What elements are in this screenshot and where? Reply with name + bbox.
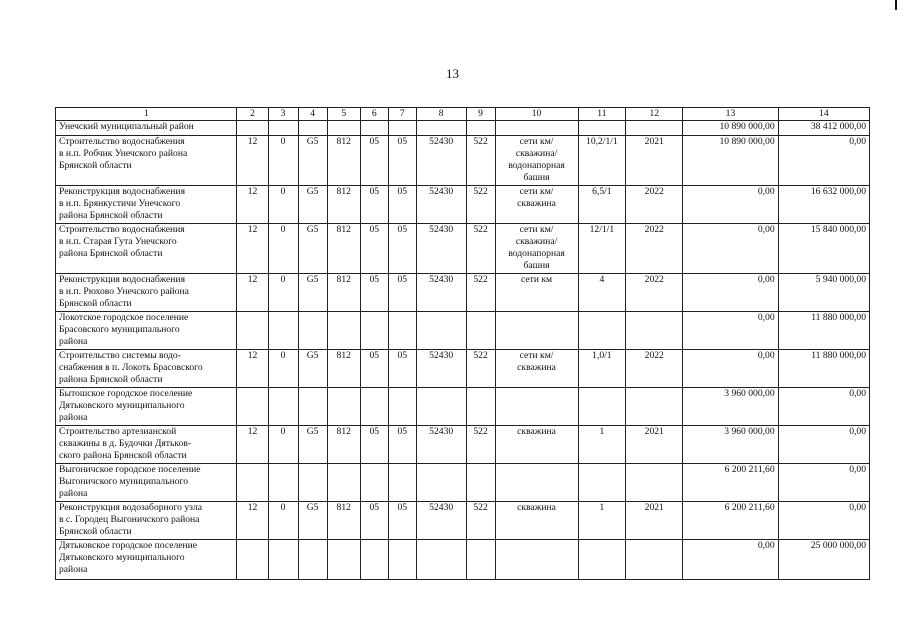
table-cell: 52430 <box>416 274 466 312</box>
table-cell: 6,5/1 <box>578 186 626 224</box>
amount-cell: 0,00 <box>778 502 869 540</box>
table-cell: 12 <box>237 274 268 312</box>
table-cell <box>495 464 578 502</box>
table-cell: 2021 <box>626 502 683 540</box>
table-cell: 0 <box>268 224 298 274</box>
table-cell: 522 <box>466 350 495 388</box>
table-cell: скважина <box>495 426 578 464</box>
amount-cell: 0,00 <box>683 350 778 388</box>
group-row <box>56 540 870 580</box>
table-cell: 2022 <box>626 274 683 312</box>
table-cell: 812 <box>327 274 360 312</box>
table-cell: скважина <box>495 502 578 540</box>
table-cell: 05 <box>360 350 388 388</box>
table-cell: 05 <box>388 274 416 312</box>
table-cell: 52430 <box>416 502 466 540</box>
table-cell <box>495 540 578 580</box>
table-cell <box>237 312 268 350</box>
table-cell <box>578 121 626 136</box>
table-cell: сети км/ скважина/ водонапорная башня <box>495 224 578 274</box>
row-name: Строительство артезианской скважины в д. Будочки Дятьков- ского района Брянской области <box>56 426 237 464</box>
program-table <box>55 107 870 580</box>
amount-cell: 0,00 <box>778 426 869 464</box>
table-cell <box>360 388 388 426</box>
scan-edge-mark <box>895 0 897 10</box>
amount-cell: 6 200 211,60 <box>683 464 778 502</box>
row-name: Бытошское городское поселение Дятьковского муниципального района <box>56 388 237 426</box>
table-cell: 05 <box>360 426 388 464</box>
table-cell <box>360 312 388 350</box>
table-cell: 2021 <box>626 426 683 464</box>
table-cell <box>466 388 495 426</box>
table-cell: 05 <box>388 136 416 186</box>
group-row <box>56 121 870 136</box>
column-number: 5 <box>327 108 360 121</box>
column-number: 3 <box>268 108 298 121</box>
table-cell: 0 <box>268 426 298 464</box>
amount-cell: 0,00 <box>778 136 869 186</box>
table-cell <box>327 540 360 580</box>
table-cell <box>388 312 416 350</box>
table-cell: 522 <box>466 502 495 540</box>
table-cell <box>388 121 416 136</box>
table-cell: G5 <box>298 350 327 388</box>
amount-cell: 0,00 <box>683 186 778 224</box>
table-cell: 05 <box>388 426 416 464</box>
table-row <box>56 224 870 274</box>
table-cell: 2022 <box>626 186 683 224</box>
table-cell <box>327 464 360 502</box>
table-cell: 0 <box>268 186 298 224</box>
table-cell: 2022 <box>626 350 683 388</box>
table-cell: 812 <box>327 224 360 274</box>
table-cell <box>495 121 578 136</box>
table-row <box>56 186 870 224</box>
table-cell: 12 <box>237 426 268 464</box>
table-cell: G5 <box>298 136 327 186</box>
table-cell: 0 <box>268 502 298 540</box>
table-cell: 812 <box>327 186 360 224</box>
table-cell <box>298 540 327 580</box>
table-cell: 12 <box>237 350 268 388</box>
table-cell: 12 <box>237 136 268 186</box>
table-cell <box>237 121 268 136</box>
amount-cell: 11 880 000,00 <box>778 312 869 350</box>
table-cell: 12 <box>237 186 268 224</box>
table-row <box>56 502 870 540</box>
amount-cell: 16 632 000,00 <box>778 186 869 224</box>
table-cell <box>298 121 327 136</box>
table-cell <box>237 464 268 502</box>
row-name: Реконструкция водоснабжения в н.п. Брянкустичи Унечского района Брянской области <box>56 186 237 224</box>
group-row <box>56 312 870 350</box>
table-cell: 05 <box>360 186 388 224</box>
column-number: 6 <box>360 108 388 121</box>
table-cell <box>626 540 683 580</box>
row-name: Локотское городское поселение Брасовского муниципального района <box>56 312 237 350</box>
table-cell: 10,2/1/1 <box>578 136 626 186</box>
amount-cell: 0,00 <box>683 312 778 350</box>
table-cell: 52430 <box>416 224 466 274</box>
table-cell <box>578 540 626 580</box>
table-cell: 0 <box>268 136 298 186</box>
row-name: Строительство водоснабжения в н.п. Робчик Унечского района Брянской области <box>56 136 237 186</box>
amount-cell: 25 000 000,00 <box>778 540 869 580</box>
table-cell: сети км/ скважина <box>495 186 578 224</box>
table-cell: 0 <box>268 350 298 388</box>
table-cell <box>388 540 416 580</box>
table-cell <box>578 312 626 350</box>
row-name: Унечский муниципальный район <box>56 121 237 136</box>
group-row <box>56 388 870 426</box>
table-cell: 522 <box>466 136 495 186</box>
column-number: 11 <box>578 108 626 121</box>
table-cell <box>626 312 683 350</box>
table-cell <box>360 464 388 502</box>
table-cell: G5 <box>298 224 327 274</box>
table-cell: G5 <box>298 186 327 224</box>
amount-cell: 38 412 000,00 <box>778 121 869 136</box>
table-cell <box>237 388 268 426</box>
column-number: 1 <box>56 108 237 121</box>
table-cell: 52430 <box>416 186 466 224</box>
amount-cell: 0,00 <box>778 464 869 502</box>
table-cell: 05 <box>388 224 416 274</box>
table-cell: 12 <box>237 502 268 540</box>
table-cell <box>327 121 360 136</box>
column-number: 13 <box>683 108 778 121</box>
column-number: 14 <box>778 108 869 121</box>
table-cell <box>578 464 626 502</box>
table-cell <box>626 121 683 136</box>
table-cell <box>416 312 466 350</box>
table-cell: сети км/ скважина/ водонапорная башня <box>495 136 578 186</box>
table-cell <box>268 540 298 580</box>
amount-cell: 11 880 000,00 <box>778 350 869 388</box>
table-cell: 05 <box>388 502 416 540</box>
table-cell: G5 <box>298 502 327 540</box>
amount-cell: 10 890 000,00 <box>683 121 778 136</box>
table-cell: 2021 <box>626 136 683 186</box>
amount-cell: 0,00 <box>683 274 778 312</box>
table-cell <box>237 540 268 580</box>
table-cell <box>626 464 683 502</box>
table-cell: 522 <box>466 426 495 464</box>
column-number-row <box>56 108 870 121</box>
row-name: Дятьковское городское поселение Дятьковского муниципального района <box>56 540 237 580</box>
row-name: Реконструкция водозаборного узла в с. Городец Выгоничского района Брянской области <box>56 502 237 540</box>
table-cell <box>466 464 495 502</box>
table-cell <box>578 388 626 426</box>
table-cell: 52430 <box>416 136 466 186</box>
table-row <box>56 136 870 186</box>
table-cell <box>495 388 578 426</box>
table-cell: 52430 <box>416 426 466 464</box>
table-cell <box>416 388 466 426</box>
amount-cell: 6 200 211,60 <box>683 502 778 540</box>
table-cell: 05 <box>360 136 388 186</box>
table-cell: 4 <box>578 274 626 312</box>
amount-cell: 10 890 000,00 <box>683 136 778 186</box>
table-row <box>56 426 870 464</box>
table-cell <box>360 121 388 136</box>
table-cell <box>268 464 298 502</box>
table-cell: 05 <box>360 502 388 540</box>
page-number: 13 <box>446 66 459 81</box>
group-row <box>56 464 870 502</box>
table-cell: сети км/ скважина <box>495 350 578 388</box>
table-cell <box>268 312 298 350</box>
column-number: 2 <box>237 108 268 121</box>
table-cell <box>416 464 466 502</box>
table-cell <box>416 121 466 136</box>
table-cell <box>298 388 327 426</box>
table-cell: 05 <box>360 224 388 274</box>
amount-cell: 15 840 000,00 <box>778 224 869 274</box>
table-cell <box>466 312 495 350</box>
table-cell: 812 <box>327 502 360 540</box>
table-cell: 1,0/1 <box>578 350 626 388</box>
row-name: Строительство водоснабжения в н.п. Старая Гута Унечского района Брянской области <box>56 224 237 274</box>
amount-cell: 0,00 <box>778 388 869 426</box>
table-cell <box>466 540 495 580</box>
amount-cell: 0,00 <box>683 540 778 580</box>
amount-cell: 5 940 000,00 <box>778 274 869 312</box>
table-cell <box>495 312 578 350</box>
table-cell: 522 <box>466 274 495 312</box>
table-cell: 812 <box>327 136 360 186</box>
table-cell <box>360 540 388 580</box>
column-number: 4 <box>298 108 327 121</box>
amount-cell: 3 960 000,00 <box>683 426 778 464</box>
table-cell: 812 <box>327 350 360 388</box>
table-cell <box>388 464 416 502</box>
table-cell: 05 <box>388 350 416 388</box>
amount-cell: 0,00 <box>683 224 778 274</box>
table-row <box>56 274 870 312</box>
table-cell <box>268 388 298 426</box>
amount-cell: 3 960 000,00 <box>683 388 778 426</box>
table-cell <box>626 388 683 426</box>
table-cell: 05 <box>388 186 416 224</box>
table-cell: G5 <box>298 274 327 312</box>
table-row <box>56 350 870 388</box>
table-cell <box>466 121 495 136</box>
table-cell: 1 <box>578 502 626 540</box>
table-cell: 0 <box>268 274 298 312</box>
table-cell <box>298 464 327 502</box>
table-cell: 52430 <box>416 350 466 388</box>
table-cell: G5 <box>298 426 327 464</box>
table-cell: 2022 <box>626 224 683 274</box>
table-cell: 12 <box>237 224 268 274</box>
table-cell <box>268 121 298 136</box>
table-cell: 522 <box>466 186 495 224</box>
column-number: 10 <box>495 108 578 121</box>
table-cell: 1 <box>578 426 626 464</box>
table-cell <box>388 388 416 426</box>
table-cell <box>327 312 360 350</box>
table-cell: 05 <box>360 274 388 312</box>
table-cell <box>298 312 327 350</box>
table-cell: 12/1/1 <box>578 224 626 274</box>
column-number: 8 <box>416 108 466 121</box>
table-cell <box>327 388 360 426</box>
table-cell <box>416 540 466 580</box>
table-cell: сети км <box>495 274 578 312</box>
column-number: 12 <box>626 108 683 121</box>
row-name: Выгоничское городское поселение Выгоничского муниципального района <box>56 464 237 502</box>
table-cell: 522 <box>466 224 495 274</box>
column-number: 9 <box>466 108 495 121</box>
row-name: Строительство системы водо- снабжения в п. Локоть Брасовского района Брянской области <box>56 350 237 388</box>
table-cell: 812 <box>327 426 360 464</box>
column-number: 7 <box>388 108 416 121</box>
row-name: Реконструкция водоснабжения в н.п. Рюхово Унечского района Брянской области <box>56 274 237 312</box>
